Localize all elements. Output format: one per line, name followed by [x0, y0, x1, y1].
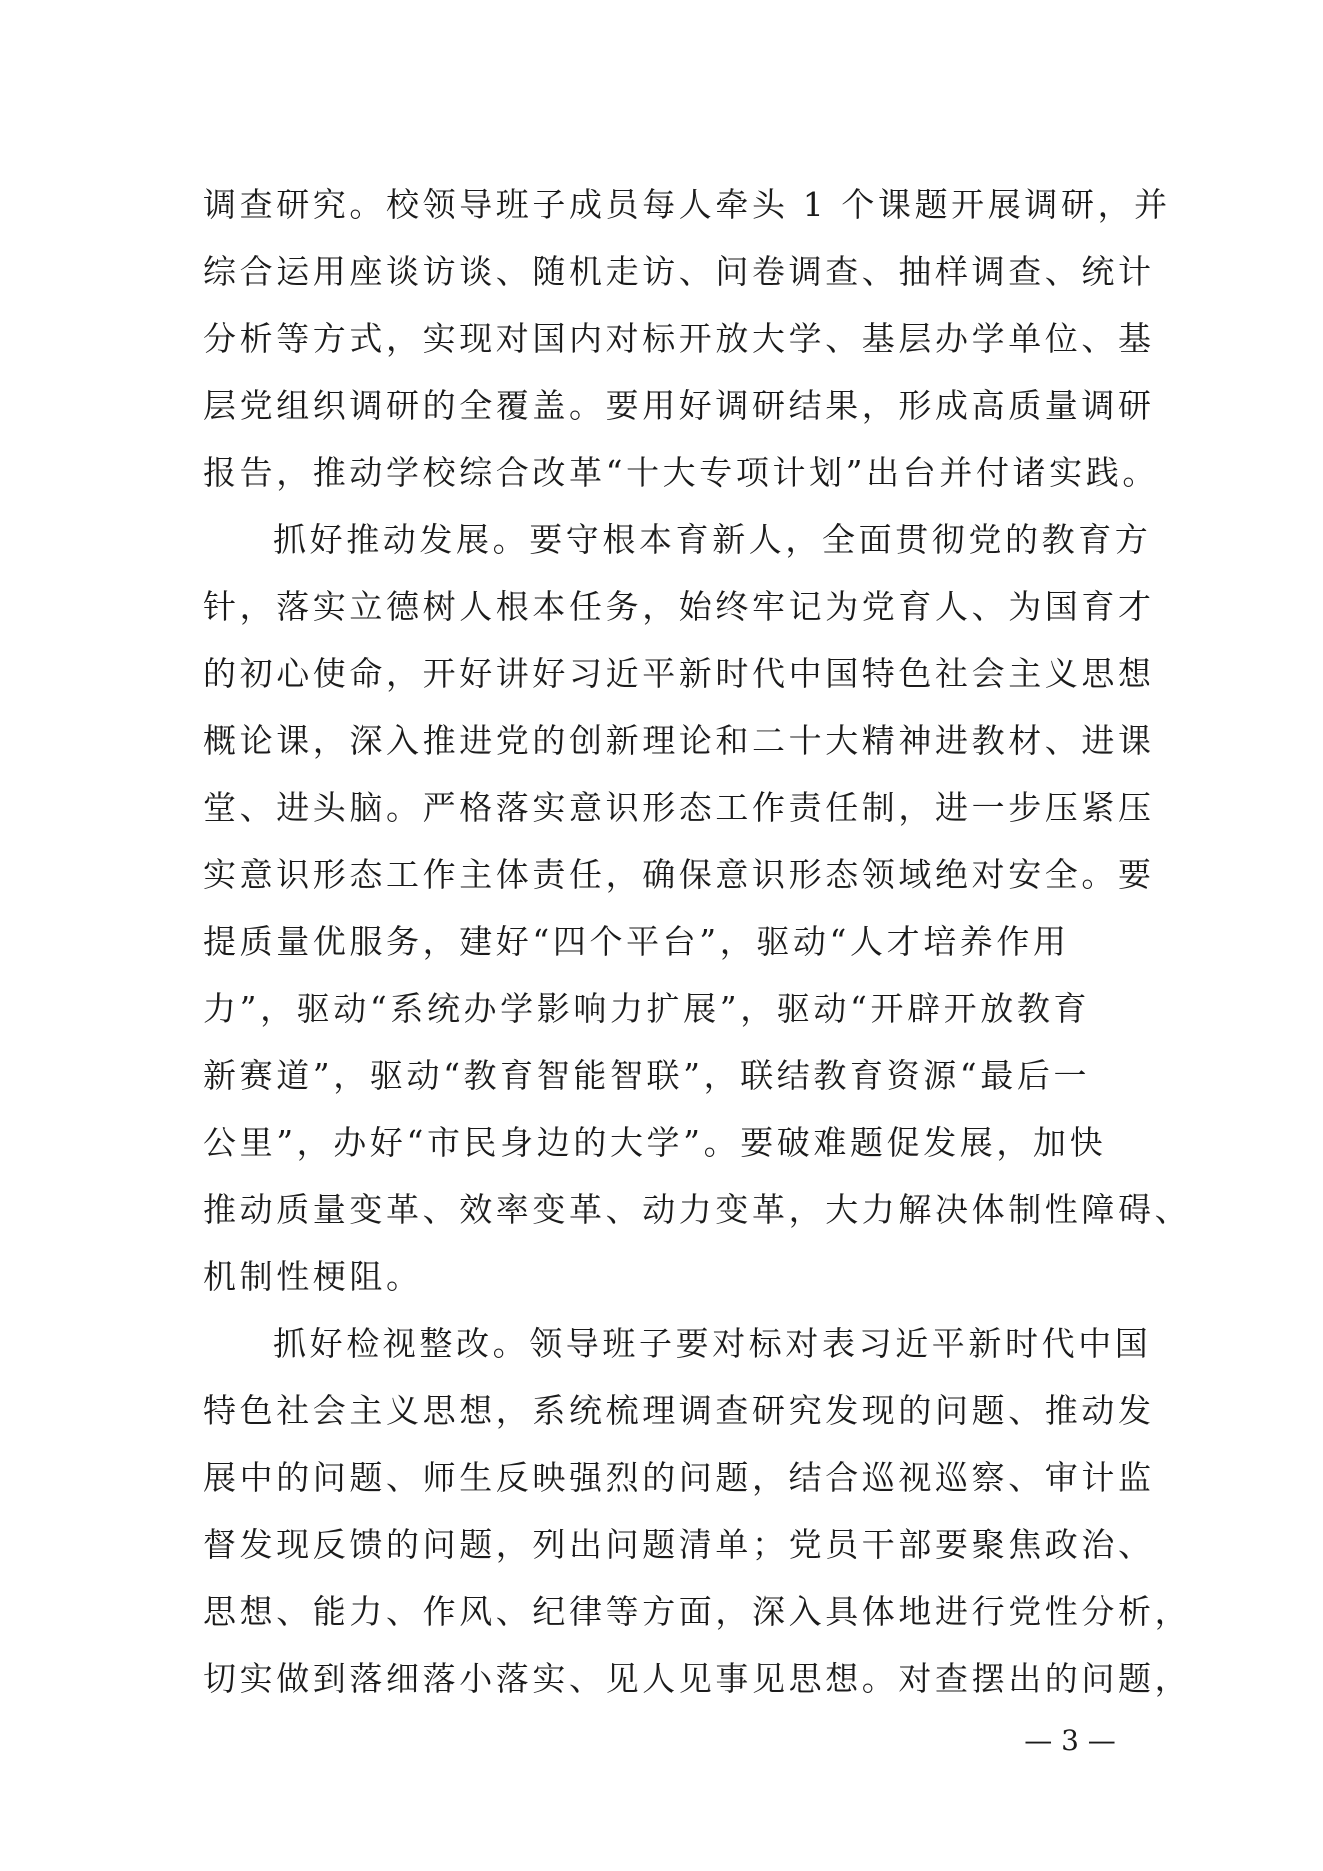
text-line: 调查研究。校领导班子成员每人牵头 1 个课题开展调研，并: [203, 185, 1171, 224]
text-line: 机制性梗阻。: [203, 1257, 423, 1296]
text-line: 层党组织调研的全覆盖。要用好调研结果，形成高质量调研: [203, 386, 1155, 425]
text-line: 实意识形态工作主体责任，确保意识形态领域绝对安全。要: [203, 855, 1155, 894]
text-line: 报告，推动学校综合改革“十大专项计划”出台并付诸实践。: [203, 453, 1159, 492]
text-line: 切实做到落细落小落实、见人见事见思想。对查摆出的问题，: [203, 1659, 1192, 1698]
body-text: [203, 171, 1192, 1712]
text-line: 推动质量变革、效率变革、动力变革，大力解决体制性障碍、: [203, 1190, 1192, 1229]
text-line: 抓好检视整改。领导班子要对标对表习近平新时代中国: [273, 1324, 1152, 1363]
text-line: 综合运用座谈访谈、随机走访、问卷调查、抽样调查、统计: [203, 252, 1155, 291]
text-line: 针，落实立德树人根本任务，始终牢记为党育人、为国育才: [203, 587, 1155, 626]
text-line: 督发现反馈的问题，列出问题清单；党员干部要聚焦政治、: [203, 1525, 1155, 1564]
text-line: 力”，驱动“系统办学影响力扩展”，驱动“开辟开放教育: [203, 989, 1091, 1028]
text-line: 新赛道”，驱动“教育智能智联”，联结教育资源“最后一: [203, 1056, 1091, 1095]
text-line: 抓好推动发展。要守根本育新人，全面贯彻党的教育方: [273, 520, 1152, 559]
text-line: 公里”，办好“市民身边的大学”。要破难题促发展，加快: [203, 1123, 1107, 1162]
text-line: 概论课，深入推进党的创新理论和二十大精神进教材、进课: [203, 721, 1155, 760]
text-line: 分析等方式，实现对国内对标开放大学、基层办学单位、基: [203, 319, 1155, 358]
text-line: 堂、进头脑。严格落实意识形态工作责任制，进一步压紧压: [203, 788, 1155, 827]
text-line: 特色社会主义思想，系统梳理调查研究发现的问题、推动发: [203, 1391, 1155, 1430]
text-line: 提质量优服务，建好“四个平台”，驱动“人才培养作用: [203, 922, 1070, 961]
text-line: 展中的问题、师生反映强烈的问题，结合巡视巡察、审计监: [203, 1458, 1155, 1497]
text-line: 思想、能力、作风、纪律等方面，深入具体地进行党性分析，: [203, 1592, 1192, 1631]
text-line: 的初心使命，开好讲好习近平新时代中国特色社会主义思想: [203, 654, 1155, 693]
page-number: — 3 —: [1024, 1724, 1116, 1757]
